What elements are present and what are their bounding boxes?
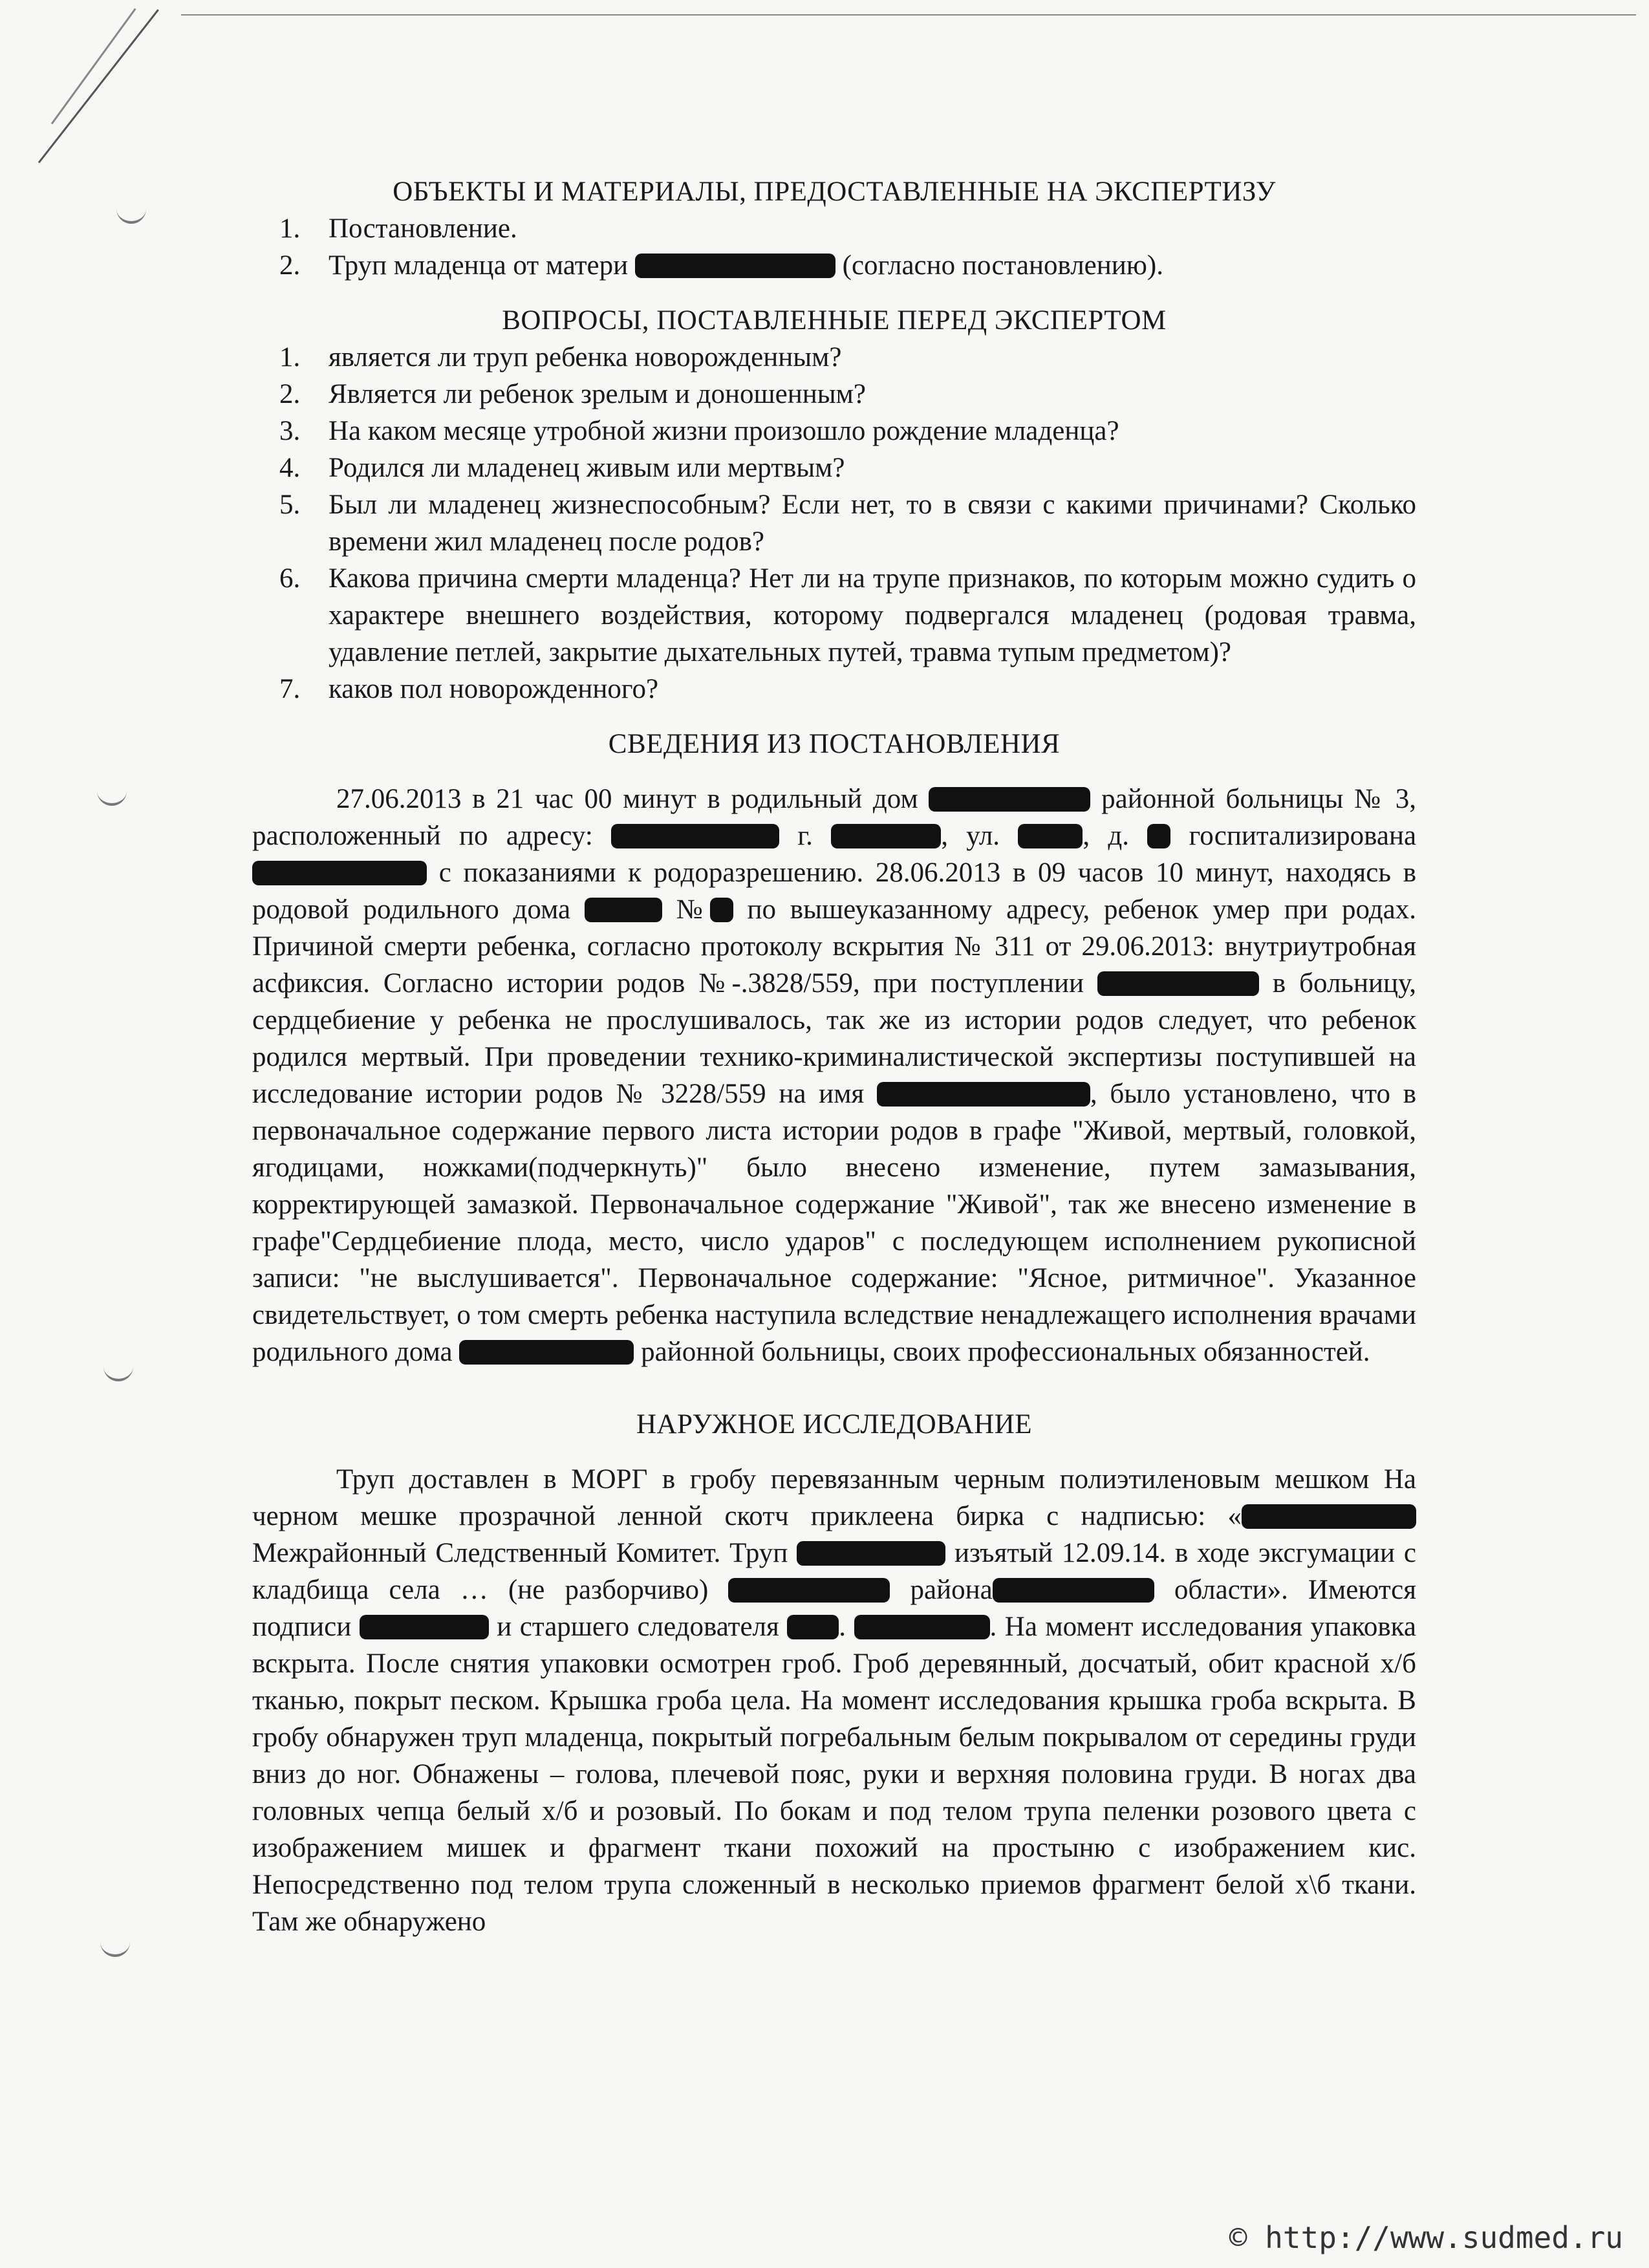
folded-corner-edge	[38, 9, 159, 163]
list-item: 5. Был ли младенец жизнеспособным? Если нет, то в связи с какими причинами? Сколько времени жил младенец после родов?	[279, 490, 1416, 557]
resolution-paragraph: 27.06.2013 в 21 час 00 минут в родильный дом районной больницы № 3, расположенный по адресу: г. , ул. , д. госпитализирована с показаниями к родоразрешению. 28.06.2013 в 09 часов 10 минут, находясь в родовой родильного дома № по вышеуказанному адресу, ребенок умер при родах. Причиной смерти ребенка, согласно протоколу вскрытия № 311 от 29.06.2013: внутриутробная асфиксия. Согласно истории родов №-.3828/559, при поступлении в больницу, сердцебиение у ребенка не прослушивалось, так же из истории родов следует, что ребенок родился мертвый. При проведении технико-криминалистической экспертизы поступившей на исследование истории родов № 3228/559 на имя , было установлено, что в первоначальное содержание первого листа истории родов в графе "Живой, мертвый, головкой, ягодицами, ножками(подчеркнуть)" было внесено изменение, путем замазывания, корректирующей замазкой. Первоначальное содержание "Живой", так же внесено изменение в графе"Сердцебиение плода, место, число ударов" с последующем исполнением рукописной записи: "не выслушивается". Первоначальное содержание: "Ясное, ритмичное". Указанное свидетельствует, о том смерть ребенка наступила вследствие ненадлежащего исполнения врачами родильного дома районной больницы, своих профессиональных обязанностей.	[252, 784, 1417, 1367]
redaction-mark	[635, 254, 835, 278]
redaction-mark	[360, 1615, 489, 1639]
redaction-mark	[787, 1615, 839, 1639]
external-exam-paragraph: Труп доставлен в МОРГ в гробу перевязанным черным полиэтиленовым мешком На черном мешке прозрачной ленной скотч приклеена бирка с надписью: « Межрайонный Следственный Комитет. Труп изъятый 12.09.14. в ходе эксгумации с кладбища села … (не разборчиво) района области». Имеются подписи и старшего следователя . . На момент исследования упаковка вскрыта. После снятия упаковки осмотрен гроб. Гроб деревянный, досчатый, обит красной х/б тканью, покрыт песком. Крышка гроба цела. На момент исследования крышка гроба вскрыта. В гробу обнаружен труп младенца, покрытый погребальным белым покрывалом от середины груди вниз до ног. Обнажены – голова, плечевой пояс, руки и верхняя половина груди. В ногах два головных чепца белый х/б и розовый. По бокам и под телом трупа пеленки розового цвета с изображением мишек и фрагмент ткани похожий на простыню с изображением кис. Непосредственно под телом трупа сложенный в несколько приемов фрагмент белой х\б ткани. Там же обнаружено	[252, 1464, 1417, 1937]
punch-hole-mark	[116, 207, 146, 224]
redaction-mark	[797, 1541, 945, 1566]
redaction-mark	[728, 1578, 890, 1603]
list-item: 2. Труп младенца от матери (согласно постановлению).	[279, 250, 1163, 281]
list-item: 2. Является ли ребенок зрелым и доношенным?	[279, 379, 866, 409]
list-item: 3. На каком месяце утробной жизни произошло рождение младенца?	[279, 416, 1119, 446]
punch-hole-mark	[103, 1365, 133, 1381]
section-title-resolution: СВЕДЕНИЯ ИЗ ПОСТАНОВЛЕНИЯ	[608, 729, 1061, 759]
redaction-mark	[1018, 824, 1083, 848]
redaction-mark	[1147, 824, 1170, 848]
redaction-mark	[1242, 1504, 1416, 1529]
document-body	[252, 173, 1416, 1940]
punch-hole-mark	[97, 789, 127, 806]
redaction-mark	[929, 787, 1090, 812]
list-item: 1. Постановление.	[279, 213, 517, 244]
list-item: 4. Родился ли младенец живым или мертвым?	[279, 453, 845, 483]
redaction-mark	[877, 1082, 1090, 1107]
redaction-mark	[585, 898, 662, 922]
redaction-mark	[1097, 971, 1259, 996]
folded-corner-edge	[51, 8, 136, 125]
site-watermark: © http://www.sudmed.ru	[1229, 2220, 1623, 2255]
list-item: 7. каков пол новорожденного?	[279, 674, 659, 704]
redaction-mark	[831, 824, 941, 848]
questions-list	[252, 339, 1416, 707]
page-top-edge	[181, 14, 1636, 16]
redaction-mark	[252, 861, 427, 885]
list-item: 6. Какова причина смерти младенца? Нет ли на трупе признаков, по которым можно судить о характере внешнего воздействия, которому подвергался младенец (родовая травма, удавление петлей, закрытие дыхательных путей, травма тупым предметом)?	[279, 563, 1416, 667]
list-item: 1. является ли труп ребенка новорожденным?	[279, 342, 842, 373]
punch-hole-mark	[100, 1940, 130, 1957]
redaction-mark	[710, 898, 733, 922]
redaction-mark	[611, 824, 779, 848]
redaction-mark	[854, 1615, 990, 1639]
section-title-objects: ОБЪЕКТЫ И МАТЕРИАЛЫ, ПРЕДОСТАВЛЕННЫЕ НА ЭКСПЕРТИЗУ	[393, 177, 1276, 207]
section-title-external-exam: НАРУЖНОЕ ИССЛЕДОВАНИЕ	[636, 1409, 1033, 1440]
objects-list	[252, 210, 1416, 284]
redaction-mark	[993, 1578, 1154, 1603]
section-title-questions: ВОПРОСЫ, ПОСТАВЛЕННЫЕ ПЕРЕД ЭКСПЕРТОМ	[502, 305, 1167, 336]
redaction-mark	[459, 1340, 634, 1365]
